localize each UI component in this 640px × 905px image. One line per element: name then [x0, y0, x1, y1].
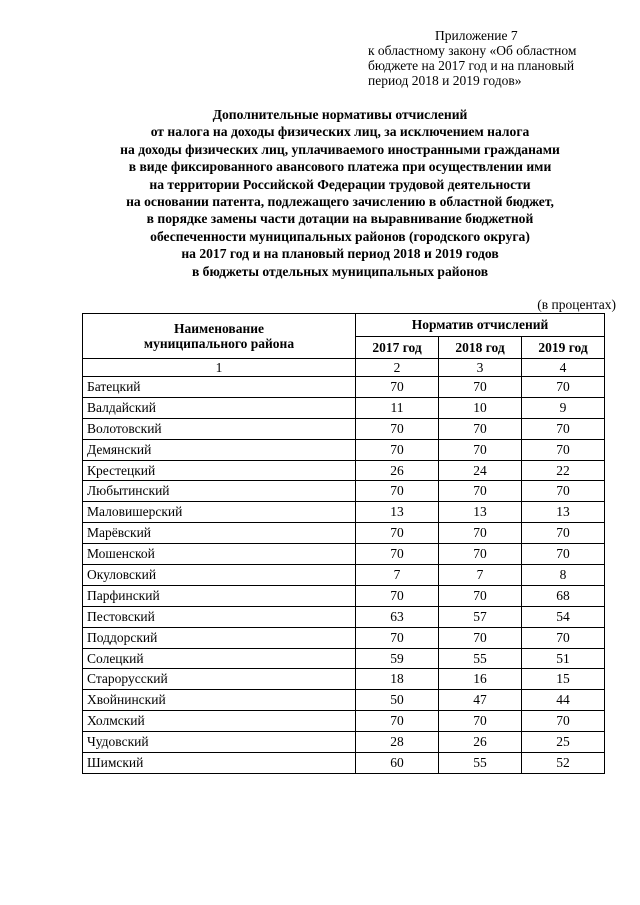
title-line: на 2017 год и на плановый период 2018 и 2019 годов: [181, 246, 499, 262]
district-name: Валдайский: [83, 397, 356, 418]
norm-value-2018: 13: [439, 502, 522, 523]
norm-value-2018: 47: [439, 690, 522, 711]
norm-value-2017: 70: [356, 377, 439, 398]
table-row: [83, 627, 605, 648]
title-line: на территории Российской Федерации трудовой деятельности: [149, 176, 531, 192]
column-number: 2: [356, 359, 439, 377]
norm-value-2019: 8: [522, 565, 605, 586]
table-row: [83, 502, 605, 523]
district-name: Марёвский: [83, 523, 356, 544]
title-line: на основании патента, подлежащего зачислению в областной бюджет,: [126, 194, 554, 210]
norm-value-2018: 70: [439, 481, 522, 502]
norm-value-2019: 9: [522, 397, 605, 418]
norm-value-2019: 52: [522, 753, 605, 774]
norm-value-2017: 59: [356, 648, 439, 669]
norm-value-2018: 55: [439, 753, 522, 774]
table-row: [83, 544, 605, 565]
table-row: [83, 377, 605, 398]
district-name: Батецкий: [83, 377, 356, 398]
header-year-2019: 2019 год: [522, 337, 605, 359]
units-label: (в процентах): [537, 297, 616, 312]
table-row: [83, 397, 605, 418]
norm-value-2017: 70: [356, 711, 439, 732]
table-row: [83, 669, 605, 690]
header-norm: Норматив отчислений: [356, 314, 605, 337]
district-name: Шимский: [83, 753, 356, 774]
table-row: [83, 565, 605, 586]
district-name: Хвойнинский: [83, 690, 356, 711]
table-row: [83, 711, 605, 732]
norm-value-2019: 70: [522, 627, 605, 648]
district-name: Демянский: [83, 439, 356, 460]
norm-value-2019: 54: [522, 606, 605, 627]
appendix-budget-line: бюджете на 2017 год и на плановый: [368, 58, 575, 73]
column-number-row: [83, 359, 605, 377]
norm-value-2019: 70: [522, 544, 605, 565]
norm-value-2018: 70: [439, 439, 522, 460]
header-year-2017: 2017 год: [356, 337, 439, 359]
district-name: Маловишерский: [83, 502, 356, 523]
column-number: 1: [83, 359, 356, 377]
norm-value-2018: 70: [439, 585, 522, 606]
header-year-2018: 2018 год: [439, 337, 522, 359]
title-line: в виде фиксированного авансового платежа при осуществлении ими: [128, 159, 552, 175]
table-row: [83, 523, 605, 544]
norm-value-2017: 13: [356, 502, 439, 523]
district-name: Волотовский: [83, 418, 356, 439]
norm-value-2018: 26: [439, 732, 522, 753]
header-district-name: [83, 314, 356, 359]
norm-value-2019: 70: [522, 711, 605, 732]
norm-value-2018: 16: [439, 669, 522, 690]
norm-value-2019: 15: [522, 669, 605, 690]
table-row: [83, 439, 605, 460]
title-line: в бюджеты отдельных муниципальных районов: [191, 263, 489, 279]
norm-value-2018: 7: [439, 565, 522, 586]
table-row: [83, 753, 605, 774]
title-line: от налога на доходы физических лиц, за исключением налога: [150, 124, 530, 140]
table-row: [83, 585, 605, 606]
table-row: [83, 418, 605, 439]
norm-value-2018: 55: [439, 648, 522, 669]
header-name-line: Наименование: [174, 321, 264, 336]
appendix-period-line: период 2018 и 2019 годов»: [368, 73, 522, 88]
norm-value-2018: 70: [439, 377, 522, 398]
norm-value-2017: 70: [356, 627, 439, 648]
norm-value-2017: 70: [356, 544, 439, 565]
norm-value-2017: 7: [356, 565, 439, 586]
norm-value-2017: 26: [356, 460, 439, 481]
norm-value-2019: 44: [522, 690, 605, 711]
norm-value-2017: 70: [356, 481, 439, 502]
norm-value-2017: 70: [356, 585, 439, 606]
column-number: 3: [439, 359, 522, 377]
district-name: Чудовский: [83, 732, 356, 753]
norm-value-2017: 70: [356, 439, 439, 460]
table-row: [83, 648, 605, 669]
norm-value-2019: 70: [522, 523, 605, 544]
norm-value-2019: 51: [522, 648, 605, 669]
norm-value-2019: 70: [522, 481, 605, 502]
header-name-line: муниципального района: [143, 336, 295, 351]
district-name: Мошенской: [83, 544, 356, 565]
norm-value-2017: 50: [356, 690, 439, 711]
table-row: [83, 732, 605, 753]
title-line: Дополнительные нормативы отчислений: [212, 107, 468, 122]
norms-table: [82, 313, 605, 774]
district-name: Пестовский: [83, 606, 356, 627]
district-name: Холмский: [83, 711, 356, 732]
norm-value-2017: 70: [356, 418, 439, 439]
appendix-number: Приложение 7: [435, 28, 518, 43]
norm-value-2018: 24: [439, 460, 522, 481]
norm-value-2019: 68: [522, 585, 605, 606]
district-name: Крестецкий: [83, 460, 356, 481]
norm-value-2019: 25: [522, 732, 605, 753]
norm-value-2018: 70: [439, 418, 522, 439]
norm-value-2019: 70: [522, 439, 605, 460]
norm-value-2018: 10: [439, 397, 522, 418]
table-row: [83, 606, 605, 627]
district-name: Старорусский: [83, 669, 356, 690]
norm-value-2017: 18: [356, 669, 439, 690]
table-row: [83, 481, 605, 502]
norm-value-2017: 63: [356, 606, 439, 627]
appendix-law-line: к областному закону «Об областном: [368, 43, 577, 58]
district-name: Окуловский: [83, 565, 356, 586]
column-number: 4: [522, 359, 605, 377]
norm-value-2018: 70: [439, 523, 522, 544]
norm-value-2018: 57: [439, 606, 522, 627]
district-name: Любытинский: [83, 481, 356, 502]
norm-value-2019: 70: [522, 418, 605, 439]
norm-value-2018: 70: [439, 544, 522, 565]
norm-value-2019: 13: [522, 502, 605, 523]
norm-value-2017: 60: [356, 753, 439, 774]
title-line: обеспеченности муниципальных районов (городского округа): [150, 228, 530, 244]
title-line: в порядке замены части дотации на выравнивание бюджетной: [146, 211, 534, 227]
district-name: Парфинский: [83, 585, 356, 606]
table-row: [83, 690, 605, 711]
norm-value-2019: 22: [522, 460, 605, 481]
district-name: Поддорский: [83, 627, 356, 648]
norm-value-2018: 70: [439, 627, 522, 648]
district-name: Солецкий: [83, 648, 356, 669]
title-line: на доходы физических лиц, уплачиваемого иностранными гражданами: [120, 141, 560, 157]
norm-value-2019: 70: [522, 377, 605, 398]
norm-value-2017: 28: [356, 732, 439, 753]
norm-value-2017: 70: [356, 523, 439, 544]
table-row: [83, 460, 605, 481]
norm-value-2018: 70: [439, 711, 522, 732]
document-title: [40, 106, 640, 280]
appendix-block: [368, 28, 618, 88]
norm-value-2017: 11: [356, 397, 439, 418]
